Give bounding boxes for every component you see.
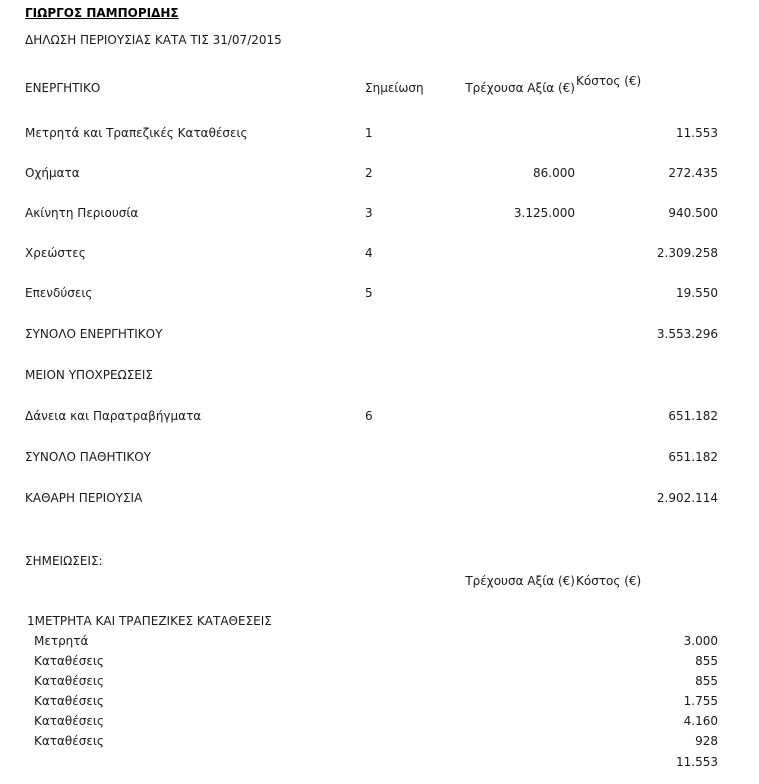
note1-item-label: Μετρητά <box>34 634 89 648</box>
liability-row-note: 6 <box>365 409 373 423</box>
notes-col-cost-header: Κόστος (€) <box>576 574 642 588</box>
asset-row-note: 4 <box>365 246 373 260</box>
liabilities-total-label: ΣΥΝΟΛΟ ΠΑΘΗΤΙΚΟΥ <box>25 450 152 464</box>
col-cost-header: Κόστος (€) <box>576 74 642 88</box>
notes-col-current-header: Τρέχουσα Αξία (€) <box>465 574 575 588</box>
liability-row-label: Δάνεια και Παρατραβήγματα <box>25 409 202 423</box>
asset-row-note: 5 <box>365 286 373 300</box>
assets-total-label: ΣΥΝΟΛΟ ΕΝΕΡΓΗΤΙΚΟΥ <box>25 327 163 341</box>
asset-row-cost: 2.309.258 <box>656 246 718 260</box>
note1-item-label: Καταθέσεις <box>34 674 104 688</box>
statement-subtitle: ΔΗΛΩΣΗ ΠΕΡΙΟΥΣΙΑΣ ΚΑΤΑ ΤΙΣ 31/07/2015 <box>25 33 282 47</box>
note1-item-cost: 4.160 <box>683 714 718 728</box>
liability-row-cost: 651.182 <box>668 409 718 423</box>
col-current-header: Τρέχουσα Αξία (€) <box>465 81 575 95</box>
asset-row-note: 1 <box>365 126 373 140</box>
note1-item-cost: 855 <box>695 654 718 668</box>
note1-title: 1ΜΕΤΡΗΤΑ ΚΑΙ ΤΡΑΠΕΖΙΚΕΣ ΚΑΤΑΘΕΣΕΙΣ <box>27 614 272 628</box>
note1-item-label: Καταθέσεις <box>34 734 104 748</box>
asset-row-cost: 19.550 <box>676 286 718 300</box>
liabilities-section-label: ΜΕΙΟΝ ΥΠΟΧΡΕΩΣΕΙΣ <box>25 368 154 382</box>
assets-section-label: ΕΝΕΡΓΗΤΙΚΟ <box>25 81 101 95</box>
note1-item-cost: 1.755 <box>683 694 718 708</box>
asset-row-current: 86.000 <box>533 166 575 180</box>
asset-row-label: Οχήματα <box>25 166 80 180</box>
asset-row-current: 3.125.000 <box>513 206 575 220</box>
liabilities-total-cost: 651.182 <box>668 450 718 464</box>
asset-row-cost: 940.500 <box>668 206 718 220</box>
net-worth-label: ΚΑΘΑΡΗ ΠΕΡΙΟΥΣΙΑ <box>25 491 143 505</box>
assets-total-cost: 3.553.296 <box>656 327 718 341</box>
asset-row-cost: 272.435 <box>668 166 718 180</box>
owner-name: ΓΙΩΡΓΟΣ ΠΑΜΠΟΡΙΔΗΣ <box>25 6 179 20</box>
note1-item-cost: 928 <box>695 734 718 748</box>
asset-row-label: Επενδύσεις <box>25 286 93 300</box>
asset-row-label: Μετρητά και Τραπεζικές Καταθέσεις <box>25 126 248 140</box>
asset-row-note: 3 <box>365 206 373 220</box>
note1-item-label: Καταθέσεις <box>34 654 104 668</box>
note1-item-label: Καταθέσεις <box>34 694 104 708</box>
asset-row-note: 2 <box>365 166 373 180</box>
net-worth-cost: 2.902.114 <box>656 491 718 505</box>
asset-row-cost: 11.553 <box>676 126 718 140</box>
note1-total: 11.553 <box>676 755 718 769</box>
note1-item-label: Καταθέσεις <box>34 714 104 728</box>
asset-row-label: Ακίνητη Περιουσία <box>25 206 139 220</box>
col-note-header: Σημείωση <box>365 81 424 95</box>
notes-heading: ΣΗΜΕΙΩΣΕΙΣ: <box>25 554 103 568</box>
note1-item-cost: 855 <box>695 674 718 688</box>
note1-item-cost: 3.000 <box>683 634 718 648</box>
asset-row-label: Χρεώστες <box>25 246 86 260</box>
